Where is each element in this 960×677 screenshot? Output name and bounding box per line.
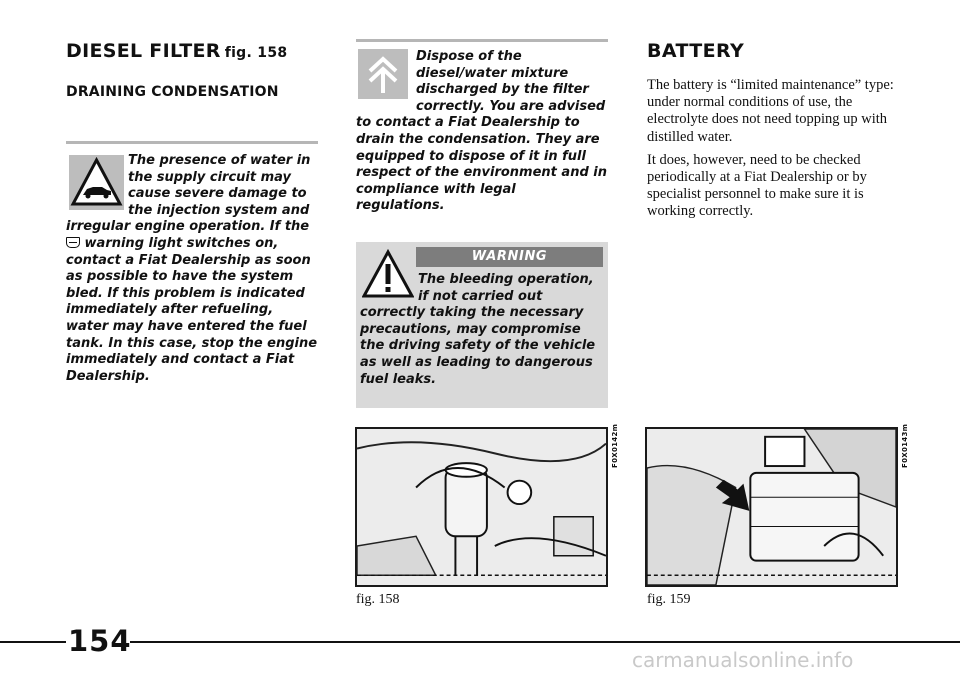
warning-label: WARNING [416, 247, 603, 267]
section-title-text: DIESEL FILTER [66, 40, 221, 62]
battery-title: BATTERY [647, 40, 745, 62]
figure-159-code: F0X0143m [901, 423, 909, 468]
battery-paragraph: The battery is “limited maintenance” type: under normal conditions of use, the electrolyte does not need topping up with distilled water. [647, 77, 894, 145]
footer-rule-left [0, 641, 66, 643]
caution-text [66, 153, 318, 385]
subsection-title: DRAINING CONDENSATION [66, 84, 279, 100]
battery-paragraph: It does, however, need to be checked periodically at a Fiat Dealership or by specialist personnel to make sure it is working correctly. [647, 151, 867, 220]
figure-159-caption: fig. 159 [647, 592, 691, 607]
caution-note [66, 141, 318, 419]
section-fig-ref: fig. 158 [224, 45, 288, 61]
environment-body: Dispose of the diesel/water mixture discharged by the filter correctly. You are advised to contact a Fiat Dealership to drain the condensation. They are equipped to dispose of it in full respect of the environment and in compliance with legal regulations. [356, 49, 607, 214]
battery-body [647, 77, 907, 227]
figure-158-illustration [355, 427, 608, 587]
caution-tail: warning light switches on, contact a Fiat Dealership as soon as possible to have the system bled. If this problem is indicated immediately after refueling, water may have entered the fuel tank. In this case, stop the engine immediately and contact a Fiat Dealership. [66, 235, 318, 384]
figure-158-code: F0X0142m [611, 423, 619, 468]
warning-body: The bleeding operation, if not carried out correctly taking the necessary precautions, may compromise the driving safety of the vehicle as well as leading to dangerous fuel leaks. [360, 272, 596, 387]
figure-158-caption: fig. 158 [356, 592, 400, 607]
page-number: 154 [68, 624, 132, 658]
warning-box [356, 242, 608, 408]
caution-lead: The presence of water in the supply circuit may cause severe damage to the injection system and irregular engine operation. If the [66, 153, 311, 235]
warning-text [360, 272, 606, 388]
footer-rule-right [130, 641, 960, 643]
environment-text [356, 49, 608, 215]
figure-159-illustration [645, 427, 898, 587]
watermark: carmanualsonline.info [632, 648, 854, 672]
environment-note [356, 39, 608, 229]
water-in-fuel-warning-icon [66, 237, 80, 248]
section-title [66, 40, 287, 62]
